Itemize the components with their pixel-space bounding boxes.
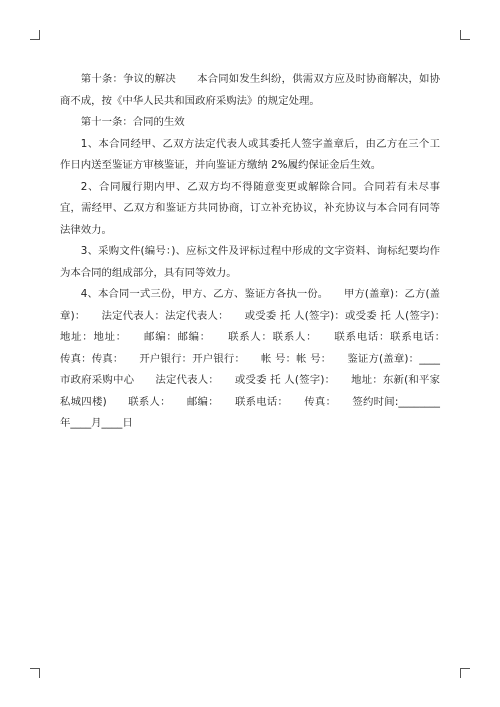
clause-11-item-2: 2、合同履行期内甲、乙双方均不得随意变更或解除合同。合同若有未尽事宜，需经甲、乙双方和鉴证方共同协商，订立补充协议，补充协议与本合同有同等法律效力。 (60, 180, 440, 236)
crop-mark-bottom-right (460, 668, 470, 678)
clause-11-item-4-signature-block: 4、本合同一式三份，甲方、乙方、鉴证方各执一份。 甲方(盖章)：乙方(盖章)： 法定代表人：法定代表人： 或受委 托 人(签字)：或受委 托 人(签字)： 地址：地址： 邮编：邮编： 联系人：联系人： 联系电话：联系电话： 传真：传真： 开户银行：开户银行： 帐 号：帐 号： 鉴证方(盖章)：____市政府采购中心 法定代表人： 或受委 托 人(签字)： 地址：东新(和平家私城四楼) 联系人： 邮编： 联系电话： 传真： 签约时间:________年____月____日 (60, 288, 461, 429)
clause-11-heading: 第十一条：合同的生效 (80, 116, 185, 128)
crop-mark-top-right (460, 30, 470, 40)
crop-mark-bottom-left (30, 668, 40, 678)
crop-mark-top-left (30, 30, 40, 40)
clause-11-item-3: 3、采购文件(编号：)、应标文件及评标过程中形成的文字资料、询标纪要均作为本合同的组成部分，具有同等效力。 (60, 245, 440, 279)
clause-10-dispute-resolution: 第十条：争议的解决 本合同如发生纠纷，供需双方应及时协商解决，如协商不成，按《中华人民共和国政府采购法》的规定处理。 (60, 73, 440, 107)
clause-11-item-1: 1、本合同经甲、乙双方法定代表人或其委托人签字盖章后，由乙方在三个工作日内送至鉴证方审核鉴证，并向鉴证方缴纳 2%履约保证金后生效。 (60, 137, 440, 171)
document-body (60, 69, 461, 435)
